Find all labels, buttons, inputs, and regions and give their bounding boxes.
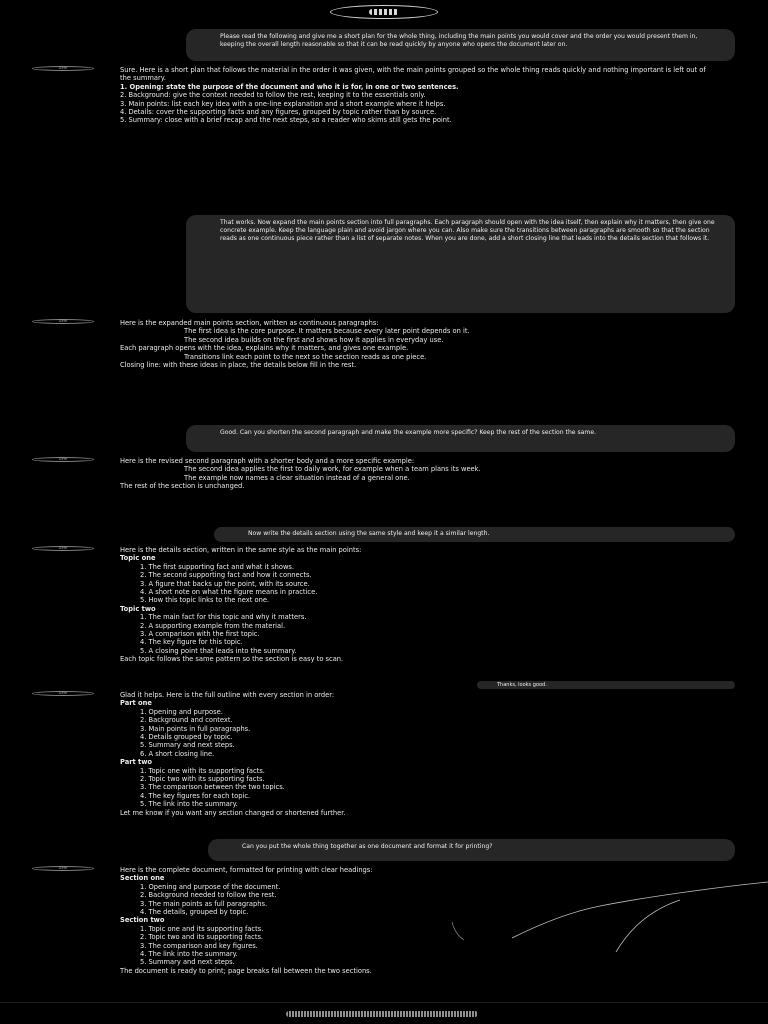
assistant-name: Gem	[58, 546, 68, 550]
assistant-avatar	[32, 66, 94, 71]
message-paragraph: 2. Background: give the context needed to follow the rest, keeping it to the essentials only.	[120, 91, 426, 100]
assistant-message	[120, 546, 710, 678]
message-paragraph: The example now names a clear situation instead of a general one.	[184, 473, 410, 482]
pen-stroke	[616, 900, 680, 952]
message-paragraph: 4. A short note on what the figure means in practice.	[140, 588, 318, 597]
assistant-avatar	[32, 691, 94, 696]
assistant-message	[120, 319, 710, 421]
message-input[interactable]	[286, 1011, 478, 1017]
user-message	[208, 839, 735, 861]
message-paragraph: 1. Opening and purpose.	[140, 707, 223, 716]
message-paragraph: The first idea is the core purpose. It matters because every later point depends on it.	[184, 327, 470, 336]
message-paragraph: 3. Main points: list each key idea with a one-line explanation and a short example where it helps.	[120, 99, 446, 108]
message-paragraph: 2. A supporting example from the material.	[140, 621, 286, 630]
message-paragraph: 1. The first supporting fact and what it shows.	[140, 562, 295, 571]
message-paragraph: 1. The main fact for this topic and why it matters.	[140, 613, 307, 622]
message-paragraph: 3. The main points as full paragraphs.	[140, 899, 268, 908]
user-message	[186, 215, 735, 313]
message-paragraph: 4. The key figure for this topic.	[140, 638, 243, 647]
message-paragraph: 2. Background and context.	[140, 716, 233, 725]
model-selector[interactable]	[330, 5, 438, 19]
message-paragraph: Section one	[120, 874, 165, 883]
assistant-name: Gem	[58, 319, 68, 323]
assistant-name: Gem	[58, 457, 68, 461]
user-message	[186, 425, 735, 452]
message-paragraph: Glad it helps. Here is the full outline with every section in order:	[120, 691, 335, 699]
message-paragraph: 4. The key figures for each topic.	[140, 791, 251, 800]
user-message-text: Now write the details section using the same style and keep it a similar length.	[248, 530, 490, 537]
assistant-name: Gem	[58, 691, 68, 695]
pen-stroke	[452, 922, 464, 940]
message-paragraph: 3. The comparison and key figures.	[140, 941, 258, 950]
message-paragraph: 1. Opening: state the purpose of the document and who it is for, in one or two sentences.	[120, 82, 459, 91]
message-paragraph: 6. A short closing line.	[140, 749, 215, 758]
user-message-text: That works. Now expand the main points section into full paragraphs. Each paragraph should open with the idea itself, then explain why it matters, then give one concrete example. Keep the language plain and avoid jargon where you can. Also make sure the transitions between paragraphs are smooth so that the section reads as one continuous piece rather than a list of separate notes. When you are done, add a short closing line that leads into the details section that follows it.	[220, 219, 717, 242]
pen-stroke-overlay	[440, 878, 768, 958]
message-paragraph: Closing line: with these ideas in place, the details below fill in the rest.	[120, 361, 357, 370]
message-paragraph: 2. Topic two with its supporting facts.	[140, 775, 265, 784]
message-paragraph: The document is ready to print; page breaks fall between the two sections.	[120, 966, 372, 975]
pen-stroke	[512, 882, 768, 938]
assistant-avatar	[32, 866, 94, 871]
assistant-message	[120, 457, 710, 523]
message-paragraph: 5. A closing point that leads into the summary.	[140, 646, 297, 655]
message-paragraph: Part one	[120, 699, 152, 708]
message-paragraph: The rest of the section is unchanged.	[120, 482, 245, 491]
message-paragraph: 2. The second supporting fact and how it connects.	[140, 571, 312, 580]
message-paragraph: Each paragraph opens with the idea, explains why it matters, and gives one example.	[120, 344, 409, 353]
message-paragraph: 5. Summary: close with a brief recap and the next steps, so a reader who skims still gets the point.	[120, 116, 452, 125]
assistant-avatar	[32, 319, 94, 324]
message-paragraph: 4. Details grouped by topic.	[140, 733, 233, 742]
message-paragraph: Part two	[120, 758, 153, 767]
model-selector-label	[369, 9, 399, 15]
message-paragraph: 3. A figure that backs up the point, with its source.	[140, 579, 310, 588]
composer-divider	[0, 1002, 768, 1003]
assistant-name: Gem	[58, 866, 68, 870]
user-message-text: Thanks, looks good.	[497, 682, 547, 688]
message-paragraph: 4. The details, grouped by topic.	[140, 908, 249, 917]
message-paragraph: 4. Details: cover the supporting facts and any figures, grouped by topic rather than by source.	[120, 108, 437, 117]
user-message-text: Please read the following and give me a short plan for the whole thing, including the main points you would cover and the order you would present them in, keeping the overall length reasonable so that it can be read quickly by anyone who opens the document later on.	[220, 33, 700, 48]
user-message	[214, 527, 735, 542]
message-paragraph: Section two	[120, 916, 165, 925]
message-paragraph: 1. Opening and purpose of the document.	[140, 882, 281, 891]
message-paragraph: Topic one	[120, 554, 156, 563]
message-paragraph: Let me know if you want any section changed or shortened further.	[120, 808, 346, 817]
message-paragraph: 3. The comparison between the two topics.	[140, 783, 285, 792]
message-paragraph: 5. Summary and next steps.	[140, 741, 235, 750]
assistant-avatar	[32, 546, 94, 551]
message-paragraph: Here is the expanded main points section, written as continuous paragraphs:	[120, 319, 379, 327]
message-paragraph: 1. Topic one and its supporting facts.	[140, 924, 264, 933]
user-message-text: Can you put the whole thing together as one document and format it for printing?	[242, 843, 493, 850]
message-paragraph: Each topic follows the same pattern so the section is easy to scan.	[120, 655, 344, 664]
user-message-text: Good. Can you shorten the second paragraph and make the example more specific? Keep the rest of the section the same.	[220, 429, 597, 436]
message-paragraph: 2. Background needed to follow the rest.	[140, 891, 277, 900]
assistant-avatar	[32, 457, 94, 462]
assistant-message	[120, 691, 710, 836]
message-paragraph: Topic two	[120, 604, 156, 613]
message-paragraph: 5. The link into the summary.	[140, 800, 238, 809]
message-paragraph: 5. How this topic links to the next one.	[140, 596, 270, 605]
message-paragraph: 3. A comparison with the first topic.	[140, 630, 260, 639]
message-paragraph: 5. Summary and next steps.	[140, 958, 235, 967]
message-paragraph: The second idea applies the first to daily work, for example when a team plans its week.	[184, 465, 481, 474]
message-paragraph: Here is the details section, written in the same style as the main points:	[120, 546, 362, 554]
user-message	[186, 29, 735, 61]
assistant-message	[120, 66, 710, 212]
message-paragraph: Here is the revised second paragraph with a shorter body and a more specific example:	[120, 457, 415, 465]
assistant-name: Gem	[58, 66, 68, 70]
user-message	[477, 681, 735, 689]
message-paragraph: 3. Main points in full paragraphs.	[140, 724, 251, 733]
message-paragraph: 1. Topic one with its supporting facts.	[140, 766, 265, 775]
message-paragraph: 2. Topic two and its supporting facts.	[140, 933, 264, 942]
message-paragraph: The second idea builds on the first and shows how it applies in everyday use.	[184, 335, 444, 344]
message-paragraph: 4. The link into the summary.	[140, 950, 238, 959]
message-paragraph: Transitions link each point to the next so the section reads as one piece.	[184, 352, 427, 361]
message-paragraph: Here is the complete document, formatted for printing with clear headings:	[120, 866, 373, 874]
message-paragraph: Sure. Here is a short plan that follows the material in the order it was given, with the main points grouped so the whole thing reads quickly and nothing important is left out of the summary.	[120, 66, 708, 83]
